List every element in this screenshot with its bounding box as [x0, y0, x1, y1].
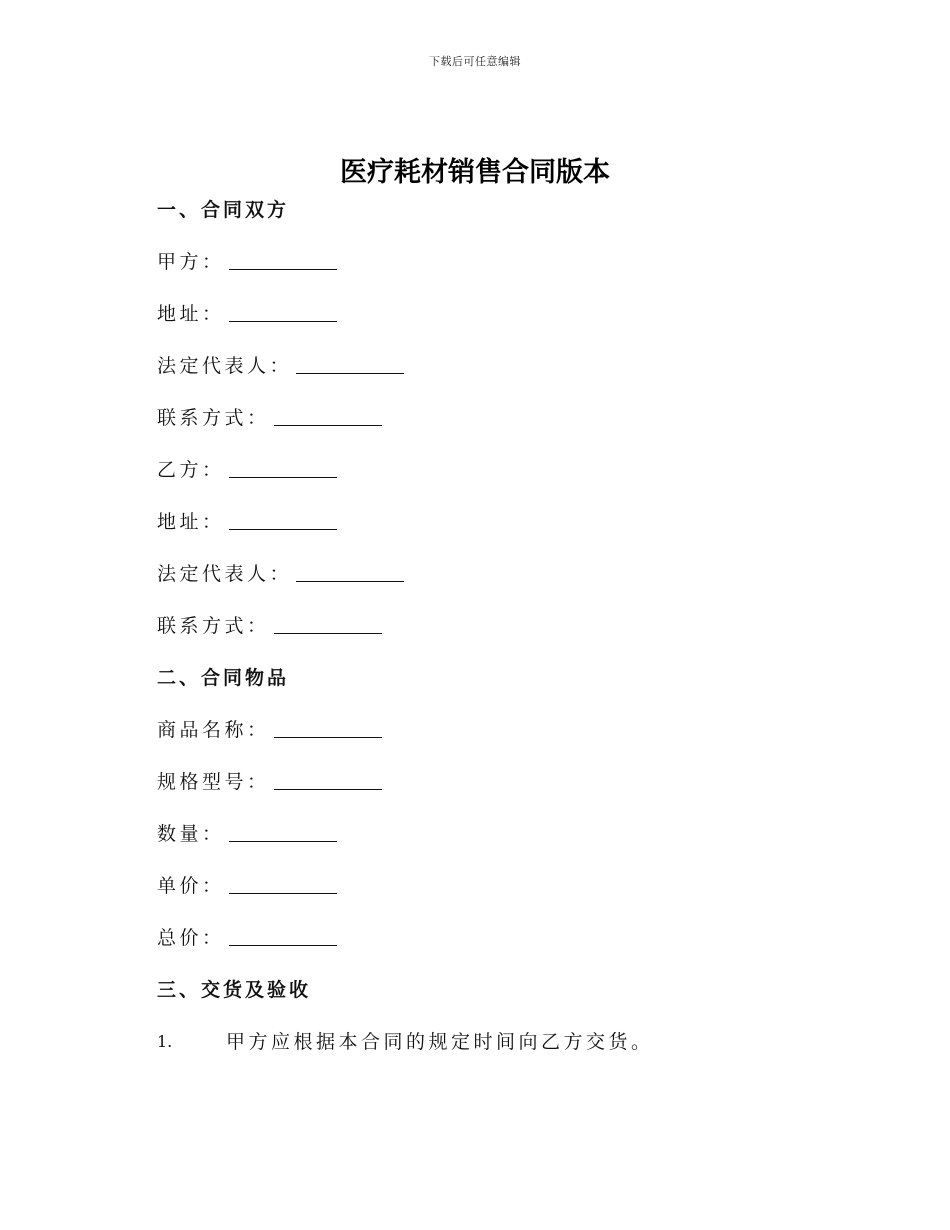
field-party-b — [157, 452, 797, 488]
field-party-a — [157, 244, 797, 280]
field-label: 商品名称： — [157, 719, 270, 741]
blank-fill-line — [274, 632, 382, 634]
field-label: 乙方： — [157, 459, 225, 481]
field-label: 总价： — [157, 927, 225, 949]
document-body — [157, 192, 797, 1060]
field-label: 甲方： — [157, 251, 225, 273]
field-label: 单价： — [157, 875, 225, 897]
field-label: 数量： — [157, 823, 225, 845]
blank-fill-line — [229, 268, 337, 270]
list-item-text: 甲方应根据本合同的规定时间向乙方交货。 — [226, 1031, 654, 1053]
field-label: 法定代表人： — [157, 563, 293, 585]
section-heading-delivery: 三、交货及验收 — [157, 979, 312, 1001]
field-label: 地址： — [157, 511, 225, 533]
field-label: 地址： — [157, 303, 225, 325]
document-title: 医疗耗材销售合同版本 — [340, 157, 610, 188]
field-unit-price — [157, 868, 797, 904]
blank-fill-line — [229, 476, 337, 478]
blank-fill-line — [296, 580, 404, 582]
field-party-a-representative — [157, 348, 797, 384]
blank-fill-line — [229, 320, 337, 322]
field-label: 规格型号： — [157, 771, 270, 793]
field-label: 联系方式： — [157, 407, 270, 429]
field-spec-model — [157, 764, 797, 800]
field-product-name — [157, 712, 797, 748]
field-total-price — [157, 920, 797, 956]
field-party-a-contact — [157, 400, 797, 436]
list-item — [157, 1024, 797, 1060]
field-party-b-address — [157, 504, 797, 540]
list-item-number: 1. — [157, 1032, 173, 1051]
field-party-a-address — [157, 296, 797, 332]
blank-fill-line — [229, 892, 337, 894]
blank-fill-line — [274, 736, 382, 738]
section-heading-goods: 二、合同物品 — [157, 667, 290, 689]
field-party-b-contact — [157, 608, 797, 644]
field-label: 法定代表人： — [157, 355, 293, 377]
field-label: 联系方式： — [157, 615, 270, 637]
field-party-b-representative — [157, 556, 797, 592]
blank-fill-line — [229, 528, 337, 530]
blank-fill-line — [274, 788, 382, 790]
section-heading-parties: 一、合同双方 — [157, 199, 290, 221]
page-header: 下载后可任意编辑 — [429, 55, 521, 68]
blank-fill-line — [296, 372, 404, 374]
blank-fill-line — [229, 944, 337, 946]
field-quantity — [157, 816, 797, 852]
blank-fill-line — [229, 840, 337, 842]
blank-fill-line — [274, 424, 382, 426]
